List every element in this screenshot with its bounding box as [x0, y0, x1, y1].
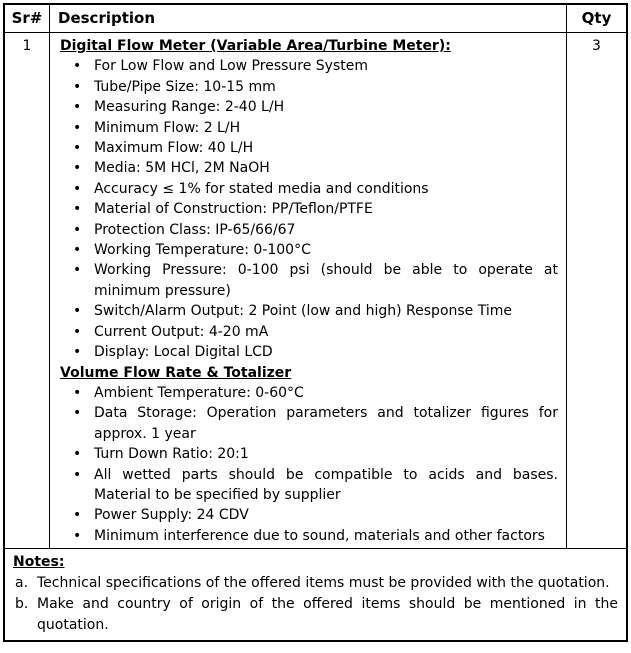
- bullet-item: [60, 158, 558, 178]
- note-item: [13, 594, 618, 636]
- bullet-icon: •: [73, 119, 82, 136]
- bullet-text: Working Temperature: 0-100°C: [94, 242, 311, 259]
- bullet-list-flow-meter: [60, 56, 558, 362]
- bullet-item: [60, 199, 558, 219]
- spec-table-body: [4, 33, 627, 642]
- bullet-text: All wetted parts should be compatible to acids and bases. Material to be specified by supplier: [94, 466, 558, 503]
- bullet-item: [60, 240, 558, 260]
- bullet-item: [60, 383, 558, 403]
- bullet-item: [60, 465, 558, 506]
- sr-number: 1: [4, 33, 50, 549]
- bullet-icon: •: [73, 446, 82, 463]
- bullet-icon: •: [73, 384, 82, 401]
- bullet-item: [60, 505, 558, 525]
- bullet-text: Ambient Temperature: 0-60°C: [94, 384, 304, 401]
- bullet-text: Measuring Range: 2-40 L/H: [94, 99, 285, 116]
- bullet-item: [60, 444, 558, 464]
- bullet-text: Accuracy ≤ 1% for stated media and conditions: [94, 180, 429, 197]
- bullet-item: [60, 138, 558, 158]
- bullet-text: Minimum Flow: 2 L/H: [94, 119, 241, 136]
- note-marker: b.: [15, 596, 29, 613]
- bullet-text: Minimum interference due to sound, materials and other factors: [94, 527, 545, 544]
- bullet-icon: •: [73, 180, 82, 197]
- spec-table-header: [4, 4, 627, 33]
- bullet-text: Maximum Flow: 40 L/H: [94, 140, 254, 157]
- bullet-text: Data Storage: Operation parameters and totalizer figures for approx. 1 year: [94, 405, 558, 442]
- bullet-text: For Low Flow and Low Pressure System: [94, 58, 368, 75]
- bullet-icon: •: [73, 466, 82, 483]
- bullet-text: Current Output: 4-20 mA: [94, 323, 269, 340]
- spec-table: [3, 3, 628, 642]
- note-text: Technical specifications of the offered items must be provided with the quotation.: [37, 575, 610, 592]
- bullet-item: [60, 220, 558, 240]
- bullet-text: Switch/Alarm Output: 2 Point (low and high) Response Time: [94, 303, 513, 320]
- bullet-icon: •: [73, 58, 82, 75]
- bullet-icon: •: [73, 160, 82, 177]
- note-marker: a.: [15, 575, 29, 592]
- bullet-item: [60, 260, 558, 301]
- bullet-item: [60, 342, 558, 362]
- bullet-icon: •: [73, 405, 82, 422]
- bullet-icon: •: [73, 344, 82, 361]
- bullet-list-totalizer: [60, 383, 558, 546]
- header-description: Description: [50, 4, 567, 33]
- bullet-item: [60, 322, 558, 342]
- bullet-icon: •: [73, 527, 82, 544]
- note-item: [13, 573, 618, 594]
- bullet-icon: •: [73, 323, 82, 340]
- bullet-item: [60, 526, 558, 546]
- bullet-icon: •: [73, 140, 82, 157]
- bullet-icon: •: [73, 221, 82, 238]
- notes-cell: [4, 549, 627, 642]
- bullet-text: Turn Down Ratio: 20:1: [94, 446, 249, 463]
- bullet-icon: •: [73, 78, 82, 95]
- bullet-text: Working Pressure: 0-100 psi (should be able to operate at minimum pressure): [94, 262, 558, 299]
- table-row: [4, 33, 627, 549]
- bullet-item: [60, 56, 558, 76]
- bullet-item: [60, 301, 558, 321]
- bullet-text: Material of Construction: PP/Teflon/PTFE: [94, 201, 373, 218]
- bullet-item: [60, 118, 558, 138]
- bullet-text: Display: Local Digital LCD: [94, 344, 273, 361]
- bullet-item: [60, 179, 558, 199]
- bullet-text: Power Supply: 24 CDV: [94, 507, 249, 524]
- bullet-icon: •: [73, 303, 82, 320]
- header-sr: Sr#: [4, 4, 50, 33]
- bullet-item: [60, 97, 558, 117]
- section-heading-flow-meter: Digital Flow Meter (Variable Area/Turbine Meter):: [60, 38, 451, 54]
- bullet-icon: •: [73, 201, 82, 218]
- bullet-icon: •: [73, 507, 82, 524]
- description-cell: [50, 33, 567, 549]
- notes-heading: Notes:: [13, 554, 65, 571]
- bullet-icon: •: [73, 242, 82, 259]
- bullet-icon: •: [73, 99, 82, 116]
- bullet-text: Media: 5M HCl, 2M NaOH: [94, 160, 270, 177]
- header-qty: Qty: [567, 4, 628, 33]
- bullet-item: [60, 403, 558, 444]
- bullet-text: Tube/Pipe Size: 10-15 mm: [94, 78, 276, 95]
- notes-row: [4, 549, 627, 642]
- bullet-item: [60, 77, 558, 97]
- bullet-icon: •: [73, 262, 82, 279]
- section-heading-totalizer: Volume Flow Rate & Totalizer: [60, 364, 292, 381]
- header-row: [4, 4, 627, 33]
- qty-value: 3: [567, 33, 628, 549]
- note-text: Make and country of origin of the offered items should be mentioned in the quotation.: [37, 596, 618, 634]
- bullet-text: Protection Class: IP-65/66/67: [94, 221, 296, 238]
